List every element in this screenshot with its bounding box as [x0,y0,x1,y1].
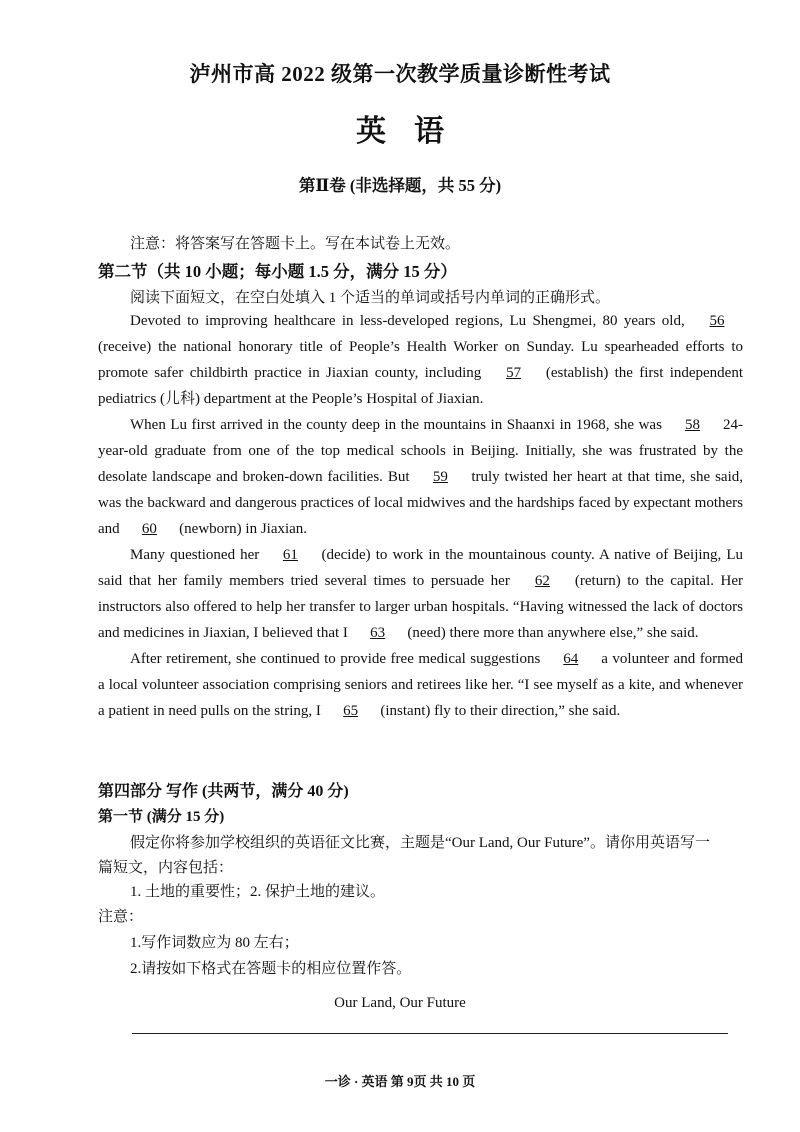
passage-paragraph-2: When Lu first arrived in the county deep in the mountains in Shaanxi in 1968, she was 58 24-year-old graduate from one of the top medical schools in Beijing. Initially, she was frustrated by the desolate landscape and broken-down facilities. But 59 truly twisted her heart at that time, she said, was the backward and dangerous practices of local midwives and the hardships faced by expectant mothers and 60 (newborn) in Jiaxian. [98,412,743,542]
subject-title [0,106,800,150]
blank-56[interactable]: 56 [709,313,725,329]
notes-label: 注意： [98,909,144,925]
writing-prompt-line-1: 假定你将参加学校组织的英语征文比赛，主题是“Our Land, Our Future”。请你用英语写一 [130,835,710,851]
passage-paragraph-4: After retirement, she continued to provide free medical suggestions 64 a volunteer and formed a local volunteer association comprising seniors and retirees like her. “I see myself as a kite, and whenever a patient in need pulls on the string, I 65 (instant) fly to their direction,” she said. [98,646,743,724]
section2-heading: 第二节（共 10 小题；每小题 1.5 分，满分 15 分） [98,262,457,281]
exam-title: 泸州市高 2022 级第一次教学质量诊断性考试 [189,62,611,86]
writing-prompt-line-2: 篇短文，内容包括： [98,860,234,876]
blank-60[interactable]: 60 [141,521,157,537]
blank-57[interactable]: 57 [506,365,522,381]
subject-char-2: 语 [414,115,444,148]
subject-char-1: 英 [356,115,386,148]
part4-subheading: 第一节 (满分 15 分) [98,809,225,825]
blank-58[interactable]: 58 [684,417,700,433]
passage-paragraph-3: Many questioned her 61 (decide) to work in the mountainous county. A native of Beijing, Lu said that her family members tried several times to persuade her 62 (return) to the capital. Her instructors also offered to help her transfer to larger urban hospitals. “Having witnessed the lack of doctors and medicines in Jiaxian, I believed that I 63 (need) there more than anywhere else,” she said. [98,542,743,646]
essay-title: Our Land, Our Future [334,995,466,1011]
blank-59[interactable]: 59 [432,469,448,485]
note-format: 2.请按如下格式在答题卡的相应位置作答。 [130,961,412,977]
blank-65[interactable]: 65 [343,703,359,719]
blank-63[interactable]: 63 [370,625,386,641]
note-word-count: 1.写作词数应为 80 左右； [130,935,299,951]
writing-line [132,1033,728,1034]
passage [98,308,743,724]
answer-note: 注意：将答案写在答题卡上。写在本试卷上无效。 [130,236,461,252]
blank-62[interactable]: 62 [534,573,550,589]
page-footer: 一诊 · 英语 第 9页 共 10 页 [324,1074,476,1089]
section2-instruction: 阅读下面短文，在空白处填入 1 个适当的单词或括号内单词的正确形式。 [130,290,611,306]
passage-paragraph-1: Devoted to improving healthcare in less-developed regions, Lu Shengmei, 80 years old, 56 (receive) the national honorary title of People’s Health Worker on Sunday. Lu spearheaded efforts to promote safer childbirth practice in Jiaxian county, including 57 (establish) the first independent pediatrics (儿科) department at the People’s Hospital of Jiaxian. [98,308,743,412]
blank-61[interactable]: 61 [282,547,298,563]
blank-64[interactable]: 64 [563,651,579,667]
writing-points: 1. 土地的重要性；2. 保护土地的建议。 [130,884,386,900]
part4-heading: 第四部分 写作 (共两节，满分 40 分) [98,783,349,800]
volume-heading: 第Ⅱ卷 (非选择题，共 55 分) [298,176,502,195]
